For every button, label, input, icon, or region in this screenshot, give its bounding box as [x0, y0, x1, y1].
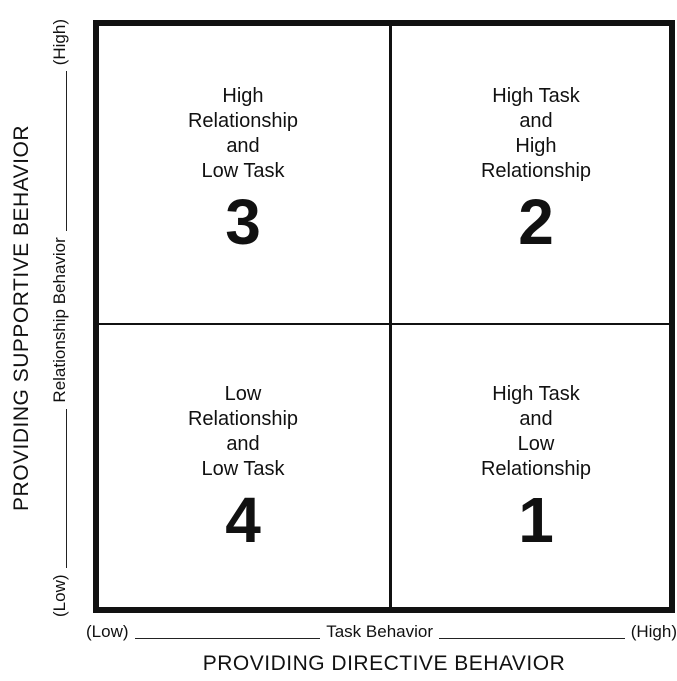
quadrant-number: 2: [518, 186, 554, 258]
x-axis-label: Task Behavior: [326, 622, 433, 641]
y-axis-title: PROVIDING SUPPORTIVE BEHAVIOR: [10, 125, 33, 511]
quadrant-1: [392, 382, 677, 556]
quadrant-4: [99, 382, 387, 556]
quadrant-label: High: [515, 135, 557, 157]
quadrant-label: High Task: [492, 383, 580, 405]
y-axis-label: Relationship Behavior: [50, 237, 69, 403]
y-axis-line-left: [66, 409, 67, 569]
horizontal-divider: [99, 323, 669, 325]
x-axis-low: (Low): [86, 622, 129, 641]
quadrant-label: Relationship: [480, 160, 592, 182]
quadrant-label: Low: [224, 383, 262, 405]
quadrant-number: 4: [225, 484, 261, 556]
y-axis-low: (Low): [50, 574, 69, 617]
quadrant-label: High Task: [492, 85, 580, 107]
quadrant-label: and: [519, 408, 553, 430]
quadrant-label: Relationship: [187, 408, 299, 430]
quadrant-label: and: [226, 135, 260, 157]
x-axis-title: PROVIDING DIRECTIVE BEHAVIOR: [202, 652, 566, 675]
quadrant-number: 1: [518, 484, 554, 556]
quadrant-label: Low Task: [201, 458, 285, 480]
quadrant-label: Low: [517, 433, 555, 455]
leadership-grid: [93, 20, 675, 613]
quadrant-label: and: [519, 110, 553, 132]
quadrant-label: Relationship: [187, 110, 299, 132]
quadrant-label: High: [222, 85, 264, 107]
quadrant-3: [99, 84, 387, 258]
x-axis-scale: [86, 620, 677, 644]
y-axis-scale: [48, 19, 72, 617]
quadrant-label: and: [226, 433, 260, 455]
quadrant-label: Relationship: [480, 458, 592, 480]
x-axis-line-left: [135, 638, 321, 639]
quadrant-2: [392, 84, 677, 258]
quadrant-number: 3: [225, 186, 261, 258]
y-axis-high: (High): [50, 18, 69, 66]
x-axis-line-right: [439, 638, 625, 639]
x-axis-high: (High): [630, 622, 677, 641]
y-axis-line-right: [66, 71, 67, 231]
quadrant-label: Low Task: [201, 160, 285, 182]
